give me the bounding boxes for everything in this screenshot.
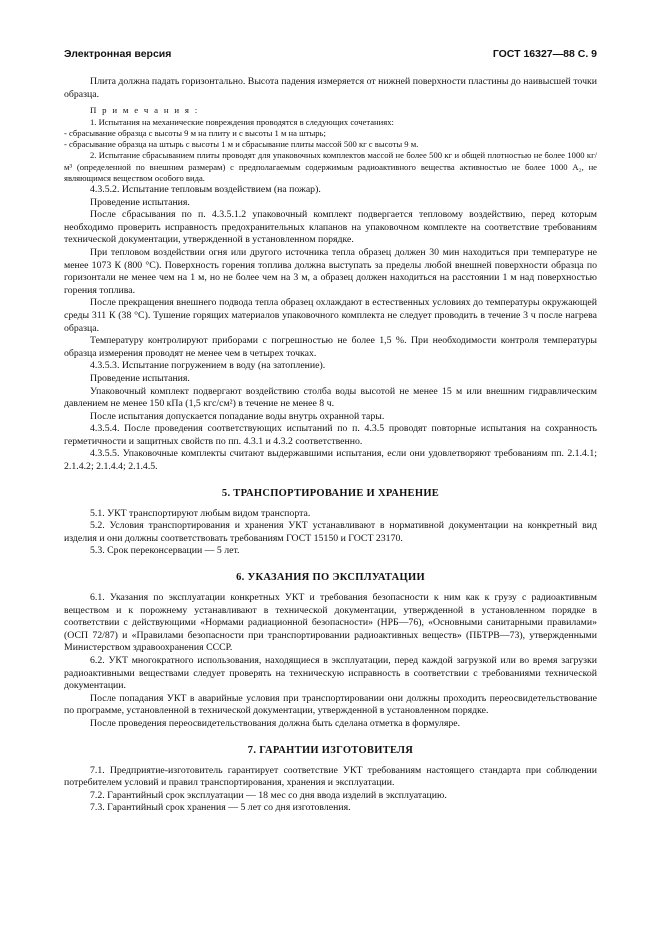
paragraph: После проведения переосвидетельствования должна быть сделана отметка в формуляре. [90, 717, 461, 729]
standard-page-label: ГОСТ 16327—88 С. 9 [492, 48, 597, 60]
paragraph: 5.1. УКТ транспортируют любым видом транспорта. [90, 507, 311, 519]
note: - сбрасывание образца на штырь с высоты 1 м и сбрасывание плиты массой 500 кг с высоты 9 м. [64, 139, 419, 150]
note: 2. Испытание сбрасыванием плиты проводят для упаковочных комплектов массой не более 500 кг и общей плотностью не более 1000 кг/м³ (определенной по внешним размерам) с предполагаемым содержимым радиоактивного вещества активностью не более 1000 A₂, не являющимся веществом особого вида. [64, 150, 597, 183]
section-heading: 4.3.5.2. Испытание тепловым воздействием (на пожар). [90, 184, 321, 195]
note: 1. Испытания на механические повреждения проводятся в следующих сочетаниях: [90, 116, 394, 127]
paragraph: Упаковочный комплект подвергают воздействию столба воды высотой не менее 15 м или внешним гидравлическим давлением не менее 150 кПа (1,5 кгс/см²) в течение не менее 8 ч. [64, 385, 597, 410]
edition-label: Электронная версия [64, 48, 172, 60]
paragraph: 6.2. УКТ многократного использования, находящиеся в эксплуатации, перед каждой загрузкой или во время загрузки радиоактивными веществами следует проверять на техническую исправность в соответствии с требованиями технической документации. [64, 655, 597, 692]
paragraph: 5.2. Условия транспортирования и хранения УКТ устанавливают в нормативной документации на конкретный вид изделия и они должны соответствовать требованиям ГОСТ 15150 и ГОСТ 23170. [64, 520, 597, 544]
paragraph: После прекращения внешнего подвода тепла образец охлаждают в естественных условиях до температуры окружающей среды 311 К (38 °С). Тушение горящих материалов упаковочного комплекта не следует проводить в течение 3 ч после нагрева образца. [64, 297, 597, 334]
section-heading: 4.3.5.3. Испытание погружением в воду (на затопление). [90, 360, 326, 372]
paragraph: Проведение испытания. [90, 372, 190, 384]
paragraph: 6.1. Указания по эксплуатации конкретных УКТ и требования безопасности к ним как к грузу с радиоактивным веществом и к порожнему устанавливают в технической документации, утвержденной в установленном порядке в соответствии с действующими «Нормами радиационной безопасности» (НРБ—76), «Основными санитарными правилами» (ОСП 72/87) и «Правилами безопасности при транспортировании радиоактивных веществ» (ПБТРВ—73), утвержденными Министерством здравоохранения СССР. [64, 592, 597, 654]
section-title-operation: 6. УКАЗАНИЯ ПО ЭКСПЛУАТАЦИИ [236, 572, 425, 584]
page-header [64, 48, 597, 64]
paragraph: При тепловом воздействии огня или другого источника тепла образец должен 30 мин находиться при температуре не менее 1073 К (800 °С). Поверхность горения топлива должна выступать за пределы любой внешней поверхности образца по горизонтали не менее чем на 1 м, но не более чем на 3 м, а образец должен находиться на расстоянии 1 м над поверхностью горения топлива. [64, 246, 597, 296]
paragraph: 4.3.5.5. Упаковочные комплекты считают выдержавшими испытания, если они удовлетворяют требованиям пп. 2.1.4.1; 2.1.4.2; 2.1.4.4; 2.1.4.5. [64, 448, 597, 473]
paragraph: После испытания допускается попадание воды внутрь охранной тары. [90, 410, 385, 422]
section-title-transport: 5. ТРАНСПОРТИРОВАНИЕ И ХРАНЕНИЕ [221, 487, 440, 499]
paragraph: 7.3. Гарантийный срок хранения — 5 лет со дня изготовления. [90, 802, 351, 814]
section-title-warranty: 7. ГАРАНТИИ ИЗГОТОВИТЕЛЯ [247, 744, 414, 756]
paragraph: 4.3.5.4. После проведения соответствующих испытаний по п. 4.3.5 проводят повторные испытания на сохранность герметичности и защитных свойств по пп. 4.3.1 и 4.3.2 соответственно. [64, 423, 597, 447]
paragraph: 7.2. Гарантийный срок эксплуатации — 18 мес со дня ввода изделий в эксплуатацию. [90, 789, 447, 801]
paragraph: Проведение испытания. [90, 196, 190, 208]
paragraph: 7.1. Предприятие-изготовитель гарантирует соответствие УКТ требованиям настоящего стандарта при соблюдении потребителем условий и правил транспортирования, хранения и эксплуатации. [64, 764, 597, 789]
paragraph: 5.3. Срок переконсервации — 5 лет. [90, 545, 240, 557]
paragraph: После попадания УКТ в аварийные условия при транспортировании они должны проходить переосвидетельствование по программе, установленной в технической документации, утвержденной в установленном порядке. [64, 692, 597, 717]
paragraph: Температуру контролируют приборами с погрешностью не более 1,5 %. При необходимости контроля температуры образца измерения проводят не менее чем в четырех точках. [64, 335, 597, 359]
notes-title: П р и м е ч а н и я : [90, 105, 199, 116]
paragraph: После сбрасывания по п. 4.3.5.1.2 упаковочный комплект подвергается тепловому воздействию, перед которым необходимо проверить исправность предохранительных клапанов на упаковочном комплекте на соответствие требованиям технической документации, утвержденной в установленном порядке. [64, 209, 597, 246]
paragraph: Плита должна падать горизонтально. Высота падения измеряется от нижней поверхности пластины до наивысшей точки образца. [64, 76, 597, 100]
note: - сбрасывание образца с высоты 9 м на плиту и с высоты 1 м на штырь; [64, 127, 326, 138]
page-body [64, 76, 597, 815]
